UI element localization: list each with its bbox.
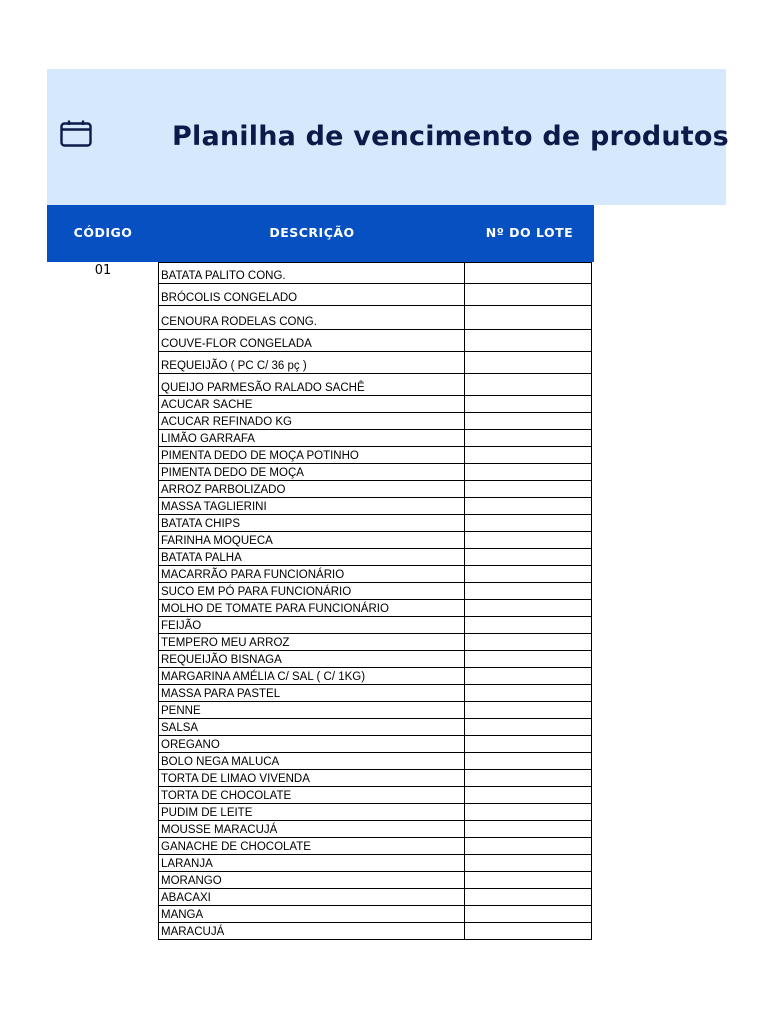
- description-cell[interactable]: FARINHA MOQUECA: [159, 532, 465, 549]
- table-row: [159, 736, 592, 753]
- description-cell[interactable]: PIMENTA DEDO DE MOÇA: [159, 464, 465, 481]
- product-table: [158, 262, 592, 940]
- table-row: [159, 872, 592, 889]
- description-cell[interactable]: LIMÃO GARRAFA: [159, 430, 465, 447]
- title-clip: [172, 119, 729, 159]
- table-row: [159, 396, 592, 413]
- calendar-icon: [60, 120, 92, 148]
- description-cell[interactable]: PUDIM DE LEITE: [159, 804, 465, 821]
- table-row: [159, 447, 592, 464]
- table-row: [159, 284, 592, 306]
- table-row: [159, 685, 592, 702]
- description-cell[interactable]: OREGANO: [159, 736, 465, 753]
- description-cell[interactable]: TORTA DE CHOCOLATE: [159, 787, 465, 804]
- table-row: [159, 702, 592, 719]
- lot-cell[interactable]: [465, 413, 592, 430]
- table-row: [159, 600, 592, 617]
- description-cell[interactable]: BOLO NEGA MALUCA: [159, 753, 465, 770]
- table-row: [159, 306, 592, 330]
- description-cell[interactable]: ARROZ PARBOLIZADO: [159, 481, 465, 498]
- lot-cell[interactable]: [465, 374, 592, 396]
- description-cell[interactable]: LARANJA: [159, 855, 465, 872]
- table-row: [159, 804, 592, 821]
- lot-cell[interactable]: [465, 872, 592, 889]
- lot-cell[interactable]: [465, 481, 592, 498]
- lot-cell[interactable]: [465, 464, 592, 481]
- description-cell[interactable]: ACUCAR REFINADO KG: [159, 413, 465, 430]
- lot-cell[interactable]: [465, 498, 592, 515]
- table-row: [159, 413, 592, 430]
- description-cell[interactable]: REQUEIJÃO ( PC C/ 36 pç ): [159, 352, 465, 374]
- lot-cell[interactable]: [465, 617, 592, 634]
- table-header: [47, 205, 594, 262]
- lot-cell[interactable]: [465, 855, 592, 872]
- column-header-description: DESCRIÇÃO: [269, 225, 355, 240]
- lot-cell[interactable]: [465, 549, 592, 566]
- description-cell[interactable]: COUVE-FLOR CONGELADA: [159, 330, 465, 352]
- lot-cell[interactable]: [465, 668, 592, 685]
- description-cell[interactable]: SALSA: [159, 719, 465, 736]
- description-cell[interactable]: ACUCAR SACHE: [159, 396, 465, 413]
- lot-cell[interactable]: [465, 396, 592, 413]
- description-cell[interactable]: BATATA CHIPS: [159, 515, 465, 532]
- table-row: [159, 374, 592, 396]
- description-cell[interactable]: PIMENTA DEDO DE MOÇA POTINHO: [159, 447, 465, 464]
- description-cell[interactable]: BATATA PALHA: [159, 549, 465, 566]
- lot-cell[interactable]: [465, 702, 592, 719]
- description-cell[interactable]: MOLHO DE TOMATE PARA FUNCIONÁRIO: [159, 600, 465, 617]
- lot-cell[interactable]: [465, 447, 592, 464]
- lot-cell[interactable]: [465, 284, 592, 306]
- description-cell[interactable]: PENNE: [159, 702, 465, 719]
- lot-cell[interactable]: [465, 600, 592, 617]
- description-cell[interactable]: MASSA PARA PASTEL: [159, 685, 465, 702]
- page-title: Planilha de vencimento de produtos: [172, 121, 729, 152]
- column-header-code: CÓDIGO: [73, 225, 133, 240]
- title-banner: [47, 69, 729, 205]
- table-row: [159, 549, 592, 566]
- description-cell[interactable]: CENOURA RODELAS CONG.: [159, 306, 465, 330]
- description-cell[interactable]: MANGA: [159, 906, 465, 923]
- table-row: [159, 583, 592, 600]
- description-cell[interactable]: REQUEIJÃO BISNAGA: [159, 651, 465, 668]
- table-row: [159, 787, 592, 804]
- code-cell: 01: [94, 263, 112, 278]
- table-row: [159, 719, 592, 736]
- lot-cell[interactable]: [465, 352, 592, 374]
- lot-cell[interactable]: [465, 685, 592, 702]
- lot-cell[interactable]: [465, 719, 592, 736]
- table-row: [159, 430, 592, 447]
- description-cell[interactable]: MACARRÃO PARA FUNCIONÁRIO: [159, 566, 465, 583]
- lot-cell[interactable]: [465, 532, 592, 549]
- description-cell[interactable]: BATATA PALITO CONG.: [159, 263, 465, 284]
- table-row: [159, 352, 592, 374]
- table-row: [159, 498, 592, 515]
- table-row: [159, 464, 592, 481]
- description-cell[interactable]: BRÓCOLIS CONGELADO: [159, 284, 465, 306]
- table-row: [159, 855, 592, 872]
- column-header-lot: Nº DO LOTE: [485, 225, 574, 240]
- table-row: [159, 770, 592, 787]
- lot-cell[interactable]: [465, 906, 592, 923]
- table-row: [159, 634, 592, 651]
- lot-cell[interactable]: [465, 634, 592, 651]
- lot-cell[interactable]: [465, 770, 592, 787]
- table-row: [159, 668, 592, 685]
- description-cell[interactable]: MASSA TAGLIERINI: [159, 498, 465, 515]
- table-row: [159, 532, 592, 549]
- lot-cell[interactable]: [465, 736, 592, 753]
- table-row: [159, 617, 592, 634]
- table-row: [159, 753, 592, 770]
- description-cell[interactable]: MARACUJÁ: [159, 923, 465, 940]
- description-cell[interactable]: SUCO EM PÓ PARA FUNCIONÁRIO: [159, 583, 465, 600]
- lot-cell[interactable]: [465, 838, 592, 855]
- lot-cell[interactable]: [465, 821, 592, 838]
- table-row: [159, 923, 592, 940]
- lot-cell[interactable]: [465, 651, 592, 668]
- table-row: [159, 515, 592, 532]
- description-cell[interactable]: ABACAXI: [159, 889, 465, 906]
- lot-cell[interactable]: [465, 583, 592, 600]
- description-cell[interactable]: TORTA DE LIMAO VIVENDA: [159, 770, 465, 787]
- table-row: [159, 906, 592, 923]
- lot-cell[interactable]: [465, 753, 592, 770]
- description-cell[interactable]: TEMPERO MEU ARROZ: [159, 634, 465, 651]
- description-cell[interactable]: MARGARINA AMÉLIA C/ SAL ( C/ 1KG): [159, 668, 465, 685]
- table-row: [159, 889, 592, 906]
- lot-cell[interactable]: [465, 515, 592, 532]
- table-row: [159, 821, 592, 838]
- description-cell[interactable]: QUEIJO PARMESÃO RALADO SACHÊ: [159, 374, 465, 396]
- description-cell[interactable]: GANACHE DE CHOCOLATE: [159, 838, 465, 855]
- table-row: [159, 330, 592, 352]
- description-cell[interactable]: MORANGO: [159, 872, 465, 889]
- lot-cell[interactable]: [465, 263, 592, 284]
- lot-cell[interactable]: [465, 889, 592, 906]
- lot-cell[interactable]: [465, 566, 592, 583]
- lot-cell[interactable]: [465, 923, 592, 940]
- lot-cell[interactable]: [465, 306, 592, 330]
- table-row: [159, 263, 592, 284]
- lot-cell[interactable]: [465, 787, 592, 804]
- product-table-body: [159, 263, 592, 940]
- lot-cell[interactable]: [465, 330, 592, 352]
- description-cell[interactable]: MOUSSE MARACUJÁ: [159, 821, 465, 838]
- lot-cell[interactable]: [465, 430, 592, 447]
- description-cell[interactable]: FEIJÃO: [159, 617, 465, 634]
- table-row: [159, 651, 592, 668]
- table-row: [159, 566, 592, 583]
- lot-cell[interactable]: [465, 804, 592, 821]
- table-row: [159, 481, 592, 498]
- table-row: [159, 838, 592, 855]
